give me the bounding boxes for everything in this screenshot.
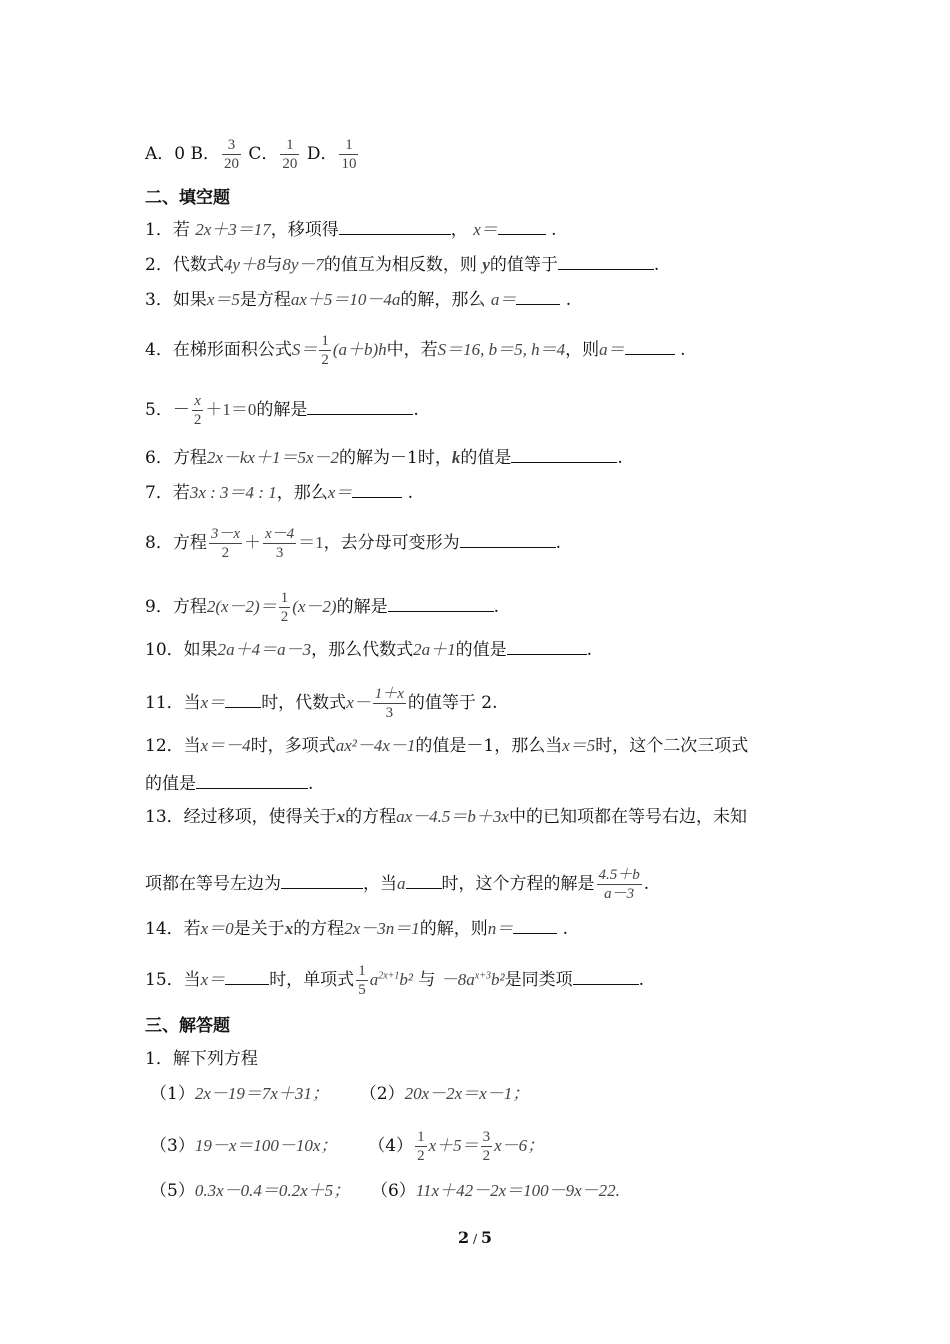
q13-fraction bbox=[597, 866, 642, 903]
denominator: a－3 bbox=[604, 886, 635, 902]
q6-text-2: 的值是 bbox=[460, 448, 512, 468]
q15-text-3: 是同类项 bbox=[504, 970, 573, 990]
numerator: 1 bbox=[321, 333, 329, 349]
q10-end: . bbox=[586, 640, 593, 660]
answer-blank bbox=[498, 218, 546, 235]
eq-4-part-2: x－6； bbox=[494, 1136, 545, 1155]
q9-text: 的解是 bbox=[336, 597, 388, 617]
q14-n: n＝ bbox=[487, 919, 514, 938]
answer-blank bbox=[388, 595, 494, 612]
q6-prefix: 6．方程 bbox=[145, 448, 207, 468]
q15-term-2b: b² bbox=[490, 970, 505, 989]
total-pages: 5 bbox=[480, 1228, 492, 1247]
q2-text-2: 的值互为相反数，则 bbox=[323, 255, 477, 275]
q3-expr-2: ax＋5＝10－4a bbox=[290, 290, 401, 309]
choices-line bbox=[145, 136, 360, 173]
q10-expr: 2a＋1 bbox=[413, 640, 456, 659]
answer-blank bbox=[507, 638, 587, 655]
q15-text-2: 与 bbox=[418, 970, 436, 990]
q7-variable: x＝ bbox=[327, 483, 353, 502]
q3-expr-1: x＝5 bbox=[206, 290, 240, 309]
q13-variable: x bbox=[336, 807, 346, 826]
equation-row-2 bbox=[150, 1128, 544, 1165]
q10-prefix: 10．如果 bbox=[145, 640, 218, 660]
numerator: 1 bbox=[280, 136, 299, 155]
q7-prefix: 7．若 bbox=[145, 483, 190, 503]
q13-prefix: 13．经过移项，使得关于 bbox=[145, 807, 337, 827]
q13-text-3: ，当 bbox=[363, 874, 397, 894]
q1-equation: 2x＋3＝17 bbox=[195, 220, 271, 239]
current-page: 2 bbox=[458, 1228, 470, 1247]
q5-fraction bbox=[192, 392, 204, 429]
q2-text: 与 bbox=[265, 255, 283, 275]
q15-term-1b: b² bbox=[399, 970, 413, 989]
answer-blank bbox=[352, 481, 402, 498]
q1-prefix: 1．若 bbox=[145, 220, 190, 240]
q2-prefix: 2．代数式 bbox=[145, 255, 224, 275]
q4-end: . bbox=[680, 340, 686, 360]
section-2-heading: 二、填空题 bbox=[145, 188, 230, 208]
q14-variable: x bbox=[284, 919, 294, 938]
q15-prefix: 15．当 bbox=[145, 970, 201, 990]
q8-prefix: 8．方程 bbox=[145, 533, 207, 553]
equation-row-3 bbox=[150, 1180, 620, 1202]
q3-text: 是方程 bbox=[239, 290, 291, 310]
numerator: 3－x bbox=[210, 526, 240, 542]
answer-blank bbox=[513, 917, 557, 934]
denominator: 20 bbox=[224, 156, 239, 172]
eq-6-label: （6） bbox=[370, 1181, 416, 1201]
q15-exponent-1: 2x+1 bbox=[378, 970, 400, 982]
q3-text-2: 的解，那么 bbox=[400, 290, 486, 310]
q11-text: 时，代数式 bbox=[261, 693, 347, 713]
q15-end: . bbox=[638, 970, 644, 990]
question-4 bbox=[145, 332, 685, 369]
q8-fraction-2 bbox=[263, 525, 296, 562]
q2-end: . bbox=[653, 255, 660, 275]
q13-text: 的方程 bbox=[345, 807, 397, 827]
question-7 bbox=[145, 481, 413, 504]
q8-end: . bbox=[555, 533, 562, 553]
q13-end: . bbox=[643, 874, 650, 894]
q9-fraction bbox=[279, 589, 291, 626]
q15-exponent-2: x+3 bbox=[474, 970, 491, 982]
denominator: 5 bbox=[358, 982, 366, 998]
q10-text-2: 的值是 bbox=[455, 640, 507, 660]
eq-1-label: （1） bbox=[150, 1084, 195, 1104]
q5-expr: ＋1＝0 bbox=[205, 400, 257, 419]
eq-4-fraction-2 bbox=[481, 1128, 493, 1165]
answer-blank bbox=[406, 872, 442, 889]
question-14 bbox=[145, 917, 568, 940]
q4-text-2: ，则 bbox=[565, 340, 600, 360]
q3-prefix: 3．如果 bbox=[145, 290, 207, 310]
choice-c-fraction bbox=[280, 136, 299, 173]
q4-expr: (a＋b)h bbox=[332, 340, 387, 359]
q1-variable: x＝ bbox=[473, 220, 498, 239]
q7-end: . bbox=[407, 483, 414, 503]
denominator: 20 bbox=[282, 156, 298, 172]
eq-4-part-1: x＋5＝ bbox=[428, 1136, 479, 1155]
answer-blank bbox=[196, 772, 308, 789]
denominator: 3 bbox=[385, 705, 394, 721]
q9-end: . bbox=[493, 597, 499, 617]
answer-blank bbox=[281, 872, 363, 889]
q7-equation: 3x : 3＝4 : 1 bbox=[189, 483, 277, 502]
eq-5: 0.3x－0.4＝0.2x＋5； bbox=[194, 1181, 351, 1200]
q9-expr-2: (x－2) bbox=[292, 597, 337, 616]
denominator: 2 bbox=[193, 412, 202, 428]
answer-blank bbox=[307, 398, 413, 415]
q8-text: ，去分母可变形为 bbox=[323, 533, 460, 553]
q14-text-3: 的解，则 bbox=[419, 919, 488, 939]
q2-expr-2: 8y－7 bbox=[282, 255, 324, 274]
q4-values: S＝16, b＝5, h＝4 bbox=[437, 340, 566, 359]
question-10 bbox=[145, 638, 592, 661]
q1-end: . bbox=[551, 220, 557, 240]
q14-prefix: 14．若 bbox=[145, 919, 201, 939]
answer-blank bbox=[225, 691, 261, 708]
q8-fraction-1 bbox=[209, 525, 242, 562]
q14-text: 是关于 bbox=[233, 919, 285, 939]
q12-end: . bbox=[308, 774, 314, 794]
numerator: x bbox=[192, 392, 204, 411]
answer-blank bbox=[339, 218, 451, 235]
q12-polynomial: ax²－4x－1 bbox=[335, 736, 416, 755]
choice-a: A．0 bbox=[145, 144, 186, 164]
question-11 bbox=[145, 685, 498, 722]
denominator: 2 bbox=[482, 1148, 491, 1164]
eq-2-label: （2） bbox=[359, 1084, 405, 1104]
q4-s: S＝ bbox=[291, 340, 318, 359]
solve-title: 1．解下列方程 bbox=[145, 1049, 258, 1069]
numerator: 1 bbox=[358, 963, 366, 979]
q13-a: a bbox=[397, 874, 406, 893]
equation-row-1 bbox=[150, 1083, 529, 1105]
q8-expr: ＝1 bbox=[298, 533, 324, 552]
numerator: x－4 bbox=[265, 526, 295, 542]
q15-text: 时，单项式 bbox=[269, 970, 355, 990]
q7-text: ，那么 bbox=[276, 483, 328, 503]
q4-prefix: 4．在梯形面积公式 bbox=[145, 340, 292, 360]
question-3 bbox=[145, 288, 571, 311]
q14-expr: x＝0 bbox=[200, 919, 234, 938]
q12-expr-1: x＝－4 bbox=[200, 736, 251, 755]
q8-plus: ＋ bbox=[244, 533, 261, 552]
q15-term-1: a bbox=[369, 970, 379, 989]
q11-text-2: 的值等于 2. bbox=[407, 693, 498, 713]
question-1 bbox=[145, 218, 557, 241]
q14-equation: 2x－3n＝1 bbox=[344, 919, 420, 938]
question-12-cont bbox=[145, 772, 313, 795]
q1-separator: ， bbox=[450, 220, 468, 240]
q4-fraction bbox=[319, 332, 331, 369]
eq-2: 20x－2x＝x－1； bbox=[404, 1084, 530, 1103]
numerator: 3 bbox=[482, 1129, 491, 1145]
q2-expr-1: 4y＋8 bbox=[223, 255, 266, 274]
question-13-cont bbox=[145, 866, 649, 903]
numerator: 1 bbox=[339, 136, 358, 155]
question-9 bbox=[145, 589, 499, 626]
q15-term-2: －8a bbox=[440, 970, 475, 989]
q9-expr-1: 2(x－2)＝ bbox=[206, 597, 277, 616]
q15-variable: x＝ bbox=[200, 970, 226, 989]
numerator: 3 bbox=[222, 136, 241, 155]
q11-variable: x＝ bbox=[200, 693, 226, 712]
choice-b-fraction bbox=[222, 136, 241, 173]
q12-text: 时，多项式 bbox=[250, 736, 336, 756]
page-separator: / bbox=[469, 1232, 481, 1246]
eq-6: 11x＋42－2x＝100－9x－22. bbox=[415, 1181, 620, 1200]
q12-prefix: 12．当 bbox=[145, 736, 201, 756]
eq-4-fraction-1 bbox=[415, 1128, 427, 1165]
denominator: 10 bbox=[341, 156, 357, 172]
page-number bbox=[0, 1228, 950, 1247]
denominator: 2 bbox=[321, 352, 329, 368]
q11-fraction bbox=[373, 685, 406, 722]
q12-text-2: 的值是－1，那么当 bbox=[415, 736, 563, 756]
q3-variable: a＝ bbox=[490, 290, 517, 309]
q2-variable: y bbox=[482, 255, 490, 274]
q11-expr: x－ bbox=[346, 693, 371, 712]
q6-equation: 2x－kx＋1＝5x－2 bbox=[206, 448, 340, 467]
eq-1: 2x－19＝7x＋31； bbox=[194, 1084, 329, 1103]
question-8 bbox=[145, 525, 561, 562]
denominator: 3 bbox=[275, 545, 284, 561]
q10-text: ，那么代数式 bbox=[311, 640, 414, 660]
q13-text-4: 时，这个方程的解是 bbox=[441, 874, 595, 894]
choice-c-label: C． bbox=[248, 144, 279, 164]
denominator: 2 bbox=[221, 545, 230, 561]
q15-fraction bbox=[356, 962, 368, 999]
numerator: 1＋x bbox=[374, 686, 404, 702]
question-6 bbox=[145, 446, 623, 469]
numerator: 1 bbox=[280, 590, 289, 606]
q12-text-3: 时，这个二次三项式 bbox=[595, 736, 749, 756]
q5-end: . bbox=[413, 400, 419, 420]
answer-blank bbox=[625, 338, 675, 355]
q13-equation: ax－4.5＝b＋3x bbox=[396, 807, 509, 826]
q13-line-2: 项都在等号左边为 bbox=[145, 874, 281, 894]
q5-text: 的解是 bbox=[256, 400, 308, 420]
answer-blank bbox=[516, 288, 560, 305]
q1-text: ，移项得 bbox=[270, 220, 339, 240]
q6-end: . bbox=[617, 448, 623, 468]
q4-variable: a＝ bbox=[599, 340, 625, 359]
question-15 bbox=[145, 962, 644, 999]
answer-blank bbox=[511, 446, 617, 463]
choice-d-label: D． bbox=[306, 144, 338, 164]
eq-4-label: （4） bbox=[368, 1136, 414, 1156]
answer-blank bbox=[573, 968, 639, 985]
question-5 bbox=[145, 392, 419, 429]
question-2 bbox=[145, 253, 659, 276]
q14-end: . bbox=[562, 919, 569, 939]
q4-text: 中，若 bbox=[386, 340, 438, 360]
answer-blank bbox=[558, 253, 654, 270]
q6-text: 的解为－1时， bbox=[339, 448, 452, 468]
eq-5-label: （5） bbox=[150, 1181, 195, 1201]
q13-text-2: 中的已知项都在等号右边，未知 bbox=[508, 807, 747, 827]
q6-variable: k bbox=[451, 448, 461, 467]
question-13 bbox=[145, 806, 747, 828]
q12-line-2: 的值是 bbox=[145, 774, 196, 794]
q11-prefix: 11．当 bbox=[145, 693, 201, 713]
q3-end: . bbox=[565, 290, 572, 310]
question-12 bbox=[145, 735, 748, 757]
eq-3: 19－x＝100－10x； bbox=[194, 1136, 338, 1155]
denominator: 2 bbox=[280, 609, 289, 625]
q9-prefix: 9．方程 bbox=[145, 597, 207, 617]
section-3-heading: 三、解答题 bbox=[145, 1016, 230, 1036]
q5-prefix: 5．－ bbox=[145, 400, 190, 420]
numerator: 1 bbox=[417, 1129, 425, 1145]
choice-d-fraction bbox=[339, 136, 358, 173]
numerator: 4.5＋b bbox=[598, 867, 640, 883]
answer-blank bbox=[460, 531, 556, 548]
denominator: 2 bbox=[417, 1148, 425, 1164]
q2-text-3: 的值等于 bbox=[489, 255, 558, 275]
q10-equation: 2a＋4＝a－3 bbox=[217, 640, 312, 659]
q14-text-2: 的方程 bbox=[293, 919, 345, 939]
eq-3-label: （3） bbox=[150, 1136, 195, 1156]
choice-b-label: B． bbox=[190, 144, 220, 164]
q12-expr-2: x＝5 bbox=[562, 736, 596, 755]
answer-blank bbox=[225, 968, 269, 985]
